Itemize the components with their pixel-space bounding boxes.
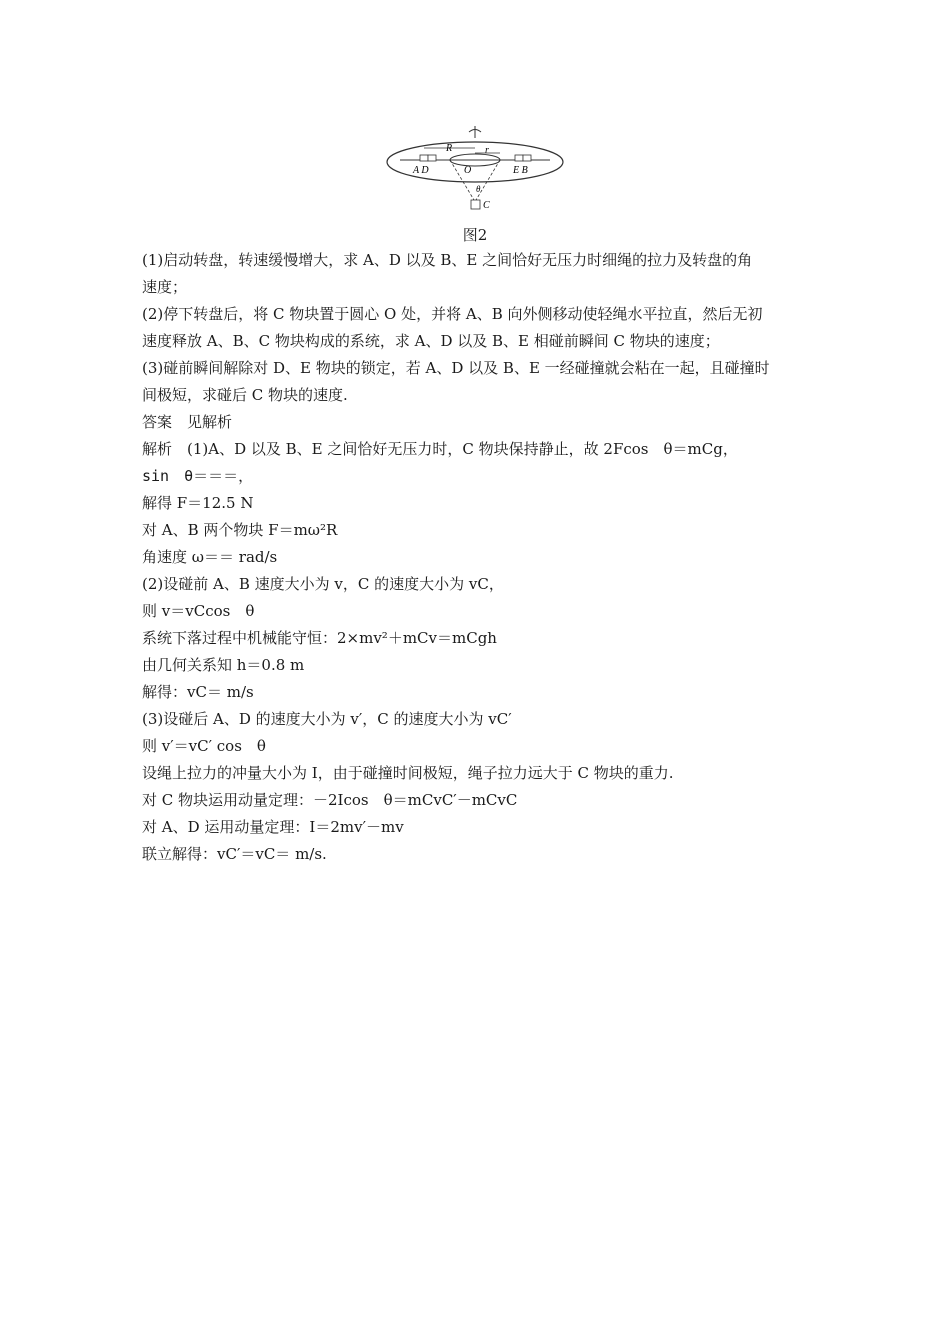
- solution-line-6: (2)设碰前 A、B 速度大小为 v，C 的速度大小为 vC，: [142, 575, 504, 593]
- block-D: [428, 155, 436, 161]
- question-2-line-1: (2)停下转盘后，将 C 物块置于圆心 O 处，并将 A、B 向外侧移动使轻绳水平拉直，然后无初: [142, 305, 763, 323]
- question-1-line-2: 速度；: [142, 278, 188, 296]
- solution-line-10: 解得：vC＝ m/s: [142, 683, 254, 701]
- solution-line-13: 设绳上拉力的冲量大小为 I，由于碰撞时间极短，绳子拉力远大于 C 物块的重力.: [142, 764, 674, 782]
- label-EB: E B: [513, 165, 528, 176]
- solution-line-9: 由几何关系知 h＝0.8 m: [142, 656, 305, 674]
- solution-line-8: 系统下落过程中机械能守恒：2×mv²＋mCv＝mCgh: [142, 629, 497, 647]
- solution-line-5: 角速度 ω＝＝ rad/s: [142, 548, 278, 566]
- turntable-diagram: [380, 120, 570, 220]
- block-B: [523, 155, 531, 161]
- label-O: O: [464, 165, 472, 176]
- block-E: [515, 155, 523, 161]
- figure-caption: 图2: [462, 226, 488, 244]
- solution-line-11: (3)设碰后 A、D 的速度大小为 v′，C 的速度大小为 vC′: [142, 710, 512, 728]
- label-theta: θ: [476, 184, 481, 194]
- solution-line-16: 联立解得：vC′＝vC＝ m/s.: [142, 845, 327, 863]
- document-body: [142, 247, 822, 868]
- solution-line-7: 则 v＝vCcos θ: [142, 602, 255, 620]
- solution-line-1: 解析 (1)A、D 以及 B、E 之间恰好无压力时，C 物块保持静止，故 2Fcos θ＝mCg，: [142, 440, 738, 458]
- block-A: [420, 155, 428, 161]
- question-1-line-1: (1)启动转盘，转速缓慢增大，求 A、D 以及 B、E 之间恰好无压力时细绳的拉力及转盘的角: [142, 251, 753, 269]
- solution-line-4: 对 A、B 两个物块 F＝mω²R: [142, 521, 338, 539]
- solution-line-2: sin θ＝＝＝，: [142, 467, 254, 485]
- question-2-line-2: 速度释放 A、B、C 物块构成的系统，求 A、D 以及 B、E 相碰前瞬间 C 物块的速度；: [142, 332, 720, 350]
- block-C: [471, 200, 480, 209]
- question-3-line-1: (3)碰前瞬间解除对 D、E 物块的锁定，若 A、D 以及 B、E 一经碰撞就会粘在一起，且碰撞时: [142, 359, 770, 377]
- label-C: C: [483, 200, 490, 211]
- answer-line: 答案 见解析: [142, 413, 233, 431]
- turntable-figure: [380, 120, 570, 220]
- label-r: r: [485, 145, 489, 156]
- solution-line-14: 对 C 物块运用动量定理：－2Icos θ＝mCvC′－mCvC: [142, 791, 518, 809]
- label-R: R: [446, 143, 453, 154]
- question-3-line-2: 间极短，求碰后 C 物块的速度.: [142, 386, 348, 404]
- solution-line-12: 则 v′＝vC′ cos θ: [142, 737, 266, 755]
- solution-line-15: 对 A、D 运用动量定理：I＝2mv′－mv: [142, 818, 404, 836]
- solution-line-3: 解得 F＝12.5 N: [142, 494, 254, 512]
- label-AD: A D: [413, 165, 429, 176]
